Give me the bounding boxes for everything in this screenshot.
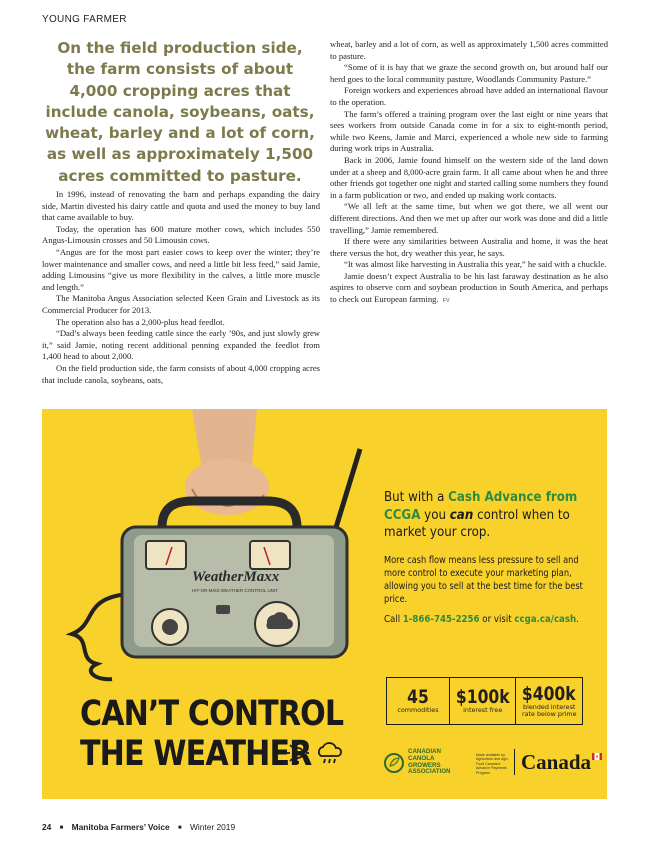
article-paragraph: “It was almost like harvesting in Australia this year,” he said with a chuckle. xyxy=(344,259,607,270)
stat-value: $100k xyxy=(455,686,510,709)
separator-bullet: ■ xyxy=(59,825,64,831)
ad-tagline xyxy=(384,489,586,542)
article-right-column xyxy=(330,39,608,308)
ccga-logo xyxy=(384,749,468,776)
ad-phone-number[interactable]: 1-866-745-2256 xyxy=(402,613,480,625)
rain-cloud-icon xyxy=(319,743,341,763)
ad-tagline-highlight: Cash Advance from CCGA xyxy=(384,489,578,523)
stat-interest-free xyxy=(449,678,516,724)
ad-tagline-prefix: But with a xyxy=(384,489,449,505)
ad-tagline-suffix: control when to market your crop. xyxy=(384,506,570,540)
article-paragraph: Today, the operation has 600 mature mother cows, which includes 550 Angus-Limousin crosses and 50 Limousin cows. xyxy=(42,223,320,246)
article-paragraph: Foreign workers and experiences abroad have added an international flavour to the operation. xyxy=(330,85,608,107)
ccga-leaf-icon xyxy=(384,753,404,773)
weather-icons xyxy=(286,740,348,766)
article-paragraph: The Manitoba Angus Association selected Keen Grain and Livestock as its Commercial Producer for 2013. xyxy=(42,293,320,315)
page-footer xyxy=(42,822,235,832)
stat-blended-interest xyxy=(515,678,582,724)
article-paragraph: On the field production side, the farm consists of about 4,000 cropping acres that include canola, soybeans, oats, xyxy=(42,362,320,385)
ad-body-text: More cash flow means less pressure to sell and more control to execute your marketing plan, allowing you to sell at the best time for the best price. xyxy=(384,554,583,605)
government-program-text: Made available by Agriculture and Agri-Food Canada's Advance Payments Program xyxy=(476,753,509,775)
sun-icon xyxy=(287,742,309,764)
issue-date: Winter 2019 xyxy=(189,822,236,832)
device-subtitle-label: HIT-OR-MISS WEATHER CONTROL UNIT xyxy=(192,588,278,593)
ad-call-suffix: . xyxy=(576,613,579,625)
separator-bullet: ■ xyxy=(178,825,182,831)
ad-tagline-mid: you xyxy=(420,506,450,523)
article-paragraph: If there were any similarities between Australia and home, it was the heat there versus the hot, dry weather this year, he says. xyxy=(330,236,608,258)
weather-control-device-illustration xyxy=(42,409,372,699)
ad-copy xyxy=(384,489,584,625)
article-paragraph: In 1996, instead of renovating the barn and perhaps expanding the dairy side, Martin divested his dairy cattle and quota and used the money to buy land that came available to buy. xyxy=(42,189,320,223)
canada-wordmark xyxy=(514,749,602,775)
ad-call-mid: or visit xyxy=(479,613,515,625)
device-brand-label: WeatherMaxx xyxy=(192,569,280,585)
stat-value: $400k xyxy=(522,682,577,705)
ad-headline-line-2: THE WEATHER xyxy=(80,734,312,774)
article-paragraph: “Dad’s always been feeding cattle since the early ’90s, and just slowly grew it,” said Jamie, noting recent additional penning expanded the feedlot from 1,400 head to about 2,000. xyxy=(42,328,320,362)
canada-flag-icon xyxy=(592,753,602,760)
article-paragraph: “Angus are for the most part easier cows to keep over the winter; they’re lower maintenance and smaller cows, and need a little bit less feed,” said Jamie, adding Limousins “give us more flexibility in the calves, a little more muscle and length.” xyxy=(42,246,320,292)
canada-wordmark-text: Canada xyxy=(521,750,592,774)
stat-value: 45 xyxy=(407,686,429,709)
stat-label: commodities xyxy=(397,706,439,715)
publication-name: Manitoba Farmers’ Voice xyxy=(71,822,170,832)
stat-commodities xyxy=(387,678,449,724)
ad-stats-box xyxy=(386,677,583,725)
article-paragraph: The operation also has a 2,000-plus head feedlot. xyxy=(56,316,225,327)
article-paragraph: Back in 2006, Jamie found himself on the western side of the land down under at a sheep and 8,000-acre grain farm. It all came about when he and three other friends got together one night and started calling some numbers they found in a farm publication or two, and ended up making work contacts. xyxy=(330,154,608,200)
pull-quote: On the field production side, the farm consists of about 4,000 cropping acres that include canola, soybeans, oats, wheat, barley and a lot of corn, as well as approximately 1,500 acres committed to pasture. xyxy=(45,39,315,185)
ad-tagline-emphasis: can xyxy=(449,506,474,523)
page-number: 24 xyxy=(42,822,52,832)
ad-url-link[interactable]: ccga.ca/cash xyxy=(514,613,577,625)
article-paragraph: “We all left at the same time, but when we got there, we all went our different directions. And then we met up after our work was done and did a little travelling,” Jamie remembered. xyxy=(330,201,608,235)
ad-headline-line-1: CAN’T CONTROL xyxy=(80,694,344,734)
article-left-column xyxy=(42,189,320,386)
stat-label: blended interest rate below prime xyxy=(521,702,577,718)
article-paragraph: “Some of it is hay that we graze the second growth on, but around half our herd goes to the local community pasture, Woodlands Community Pasture.” xyxy=(330,62,608,84)
ad-call-prefix: Call xyxy=(384,613,403,625)
ccga-name: CANADIAN CANOLA GROWERS ASSOCIATION xyxy=(408,748,451,776)
author-signature: FV xyxy=(442,298,450,305)
article-paragraph: wheat, barley and a lot of corn, as well as approximately 1,500 acres committed to pasture. xyxy=(330,39,608,61)
article-paragraph-text: Jamie doesn’t expect Australia to be his last faraway destination as he also aspires to observe corn and soybean production in South America, and perhaps to check out European farming. xyxy=(330,270,608,305)
ccga-advertisement xyxy=(42,409,607,799)
article-paragraph xyxy=(330,271,608,308)
stat-label: interest free xyxy=(463,706,503,715)
section-label: YOUNG FARMER xyxy=(42,14,127,25)
article-paragraph: The farm’s offered a training program over the last eight or nine years that sees workers from outside Canada come in for a six to eight-month period, while two Keens, Jamie and Marci, experienced a whole new side to farming during work trips in Australia. xyxy=(330,108,608,154)
ad-call-to-action xyxy=(384,614,586,625)
